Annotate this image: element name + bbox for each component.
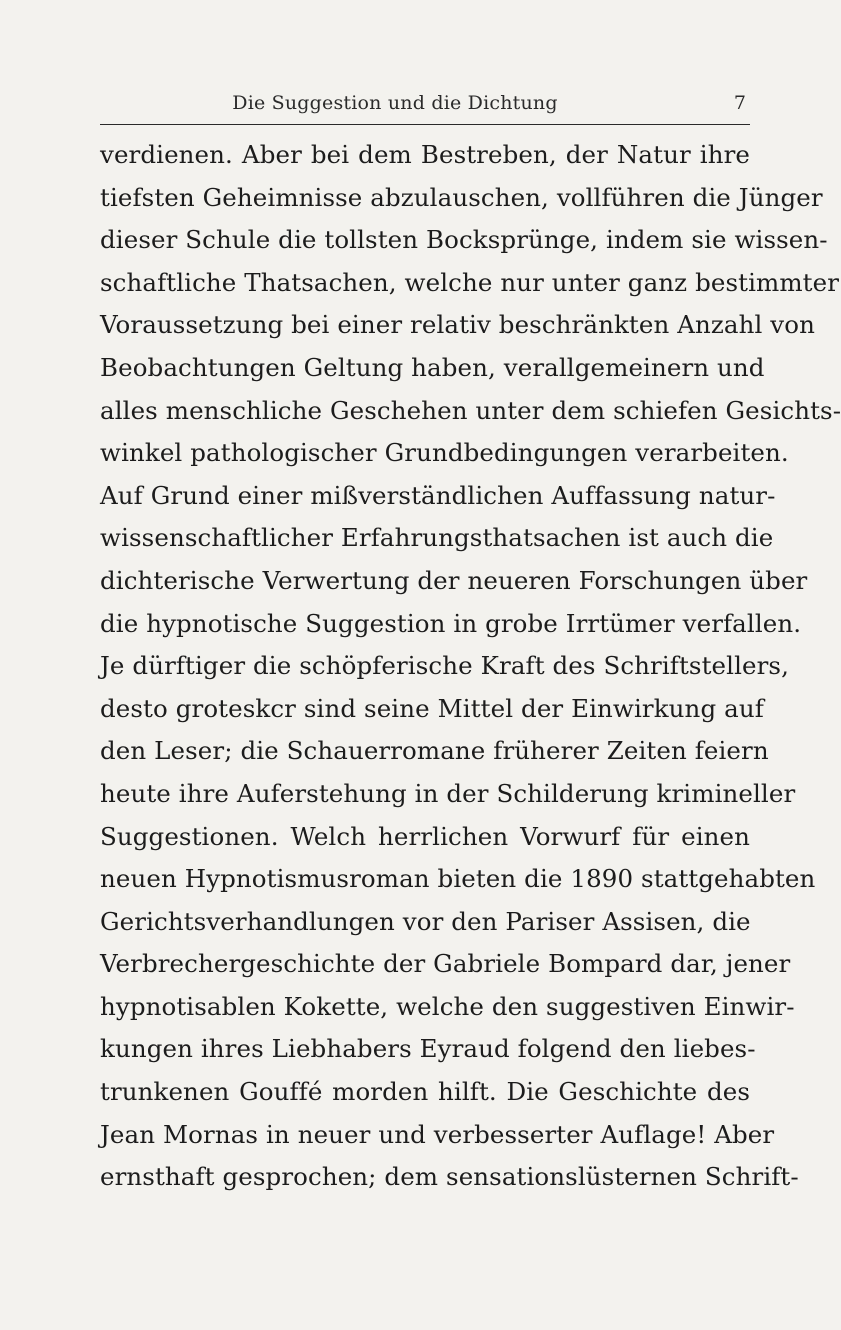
text-line: Voraussetzung bei einer relativ beschränkten Anzahl von: [100, 310, 815, 340]
text-line: alles menschliche Geschehen unter dem schiefen Gesichts-: [100, 395, 841, 425]
text-line: Beobachtungen Geltung haben, verallgemeinern und: [100, 352, 765, 382]
text-line: dieser Schule die tollsten Bocksprünge, indem sie wissen-: [100, 225, 828, 255]
text-line: wissenschaftlicher Erfahrungsthatsachen ist auch die: [100, 523, 774, 553]
page-header: [100, 86, 750, 120]
text-line: die hypnotische Suggestion in grobe Irrtümer verfallen.: [100, 608, 802, 638]
body-text: [100, 134, 841, 1199]
text-line: neuen Hypnotismusroman bieten die 1890 stattgehabten: [100, 864, 816, 894]
text-line: dichterische Verwertung der neueren Forschungen über: [100, 565, 808, 595]
running-title: Die Suggestion und die Dichtung: [232, 92, 558, 114]
text-line: Auf Grund einer mißverständlichen Auffassung natur-: [100, 480, 776, 510]
text-line: tiefsten Geheimnisse abzulauschen, vollführen die Jünger: [100, 182, 823, 212]
text-line: trunkenen Gouffé morden hilft. Die Geschichte des: [100, 1077, 750, 1107]
text-line: Gerichtsverhandlungen vor den Pariser Assisen, die: [100, 906, 751, 936]
text-line: verdienen. Aber bei dem Bestreben, der Natur ihre: [100, 140, 750, 169]
text-line: hypnotisablen Kokette, welche den suggestiven Einwir-: [100, 991, 795, 1021]
text-line: ernsthaft gesprochen; dem sensationslüsternen Schrift-: [100, 1162, 799, 1192]
text-line: Suggestionen. Welch herrlichen Vorwurf für einen: [100, 821, 750, 851]
text-line: Je dürftiger die schöpferische Kraft des Schriftstellers,: [100, 651, 789, 681]
text-line: Jean Mornas in neuer und verbesserter Auflage! Aber: [100, 1119, 775, 1149]
text-line: heute ihre Auferstehung in der Schilderung krimineller: [100, 778, 796, 808]
page-number: 7: [733, 92, 746, 114]
text-line: desto groteskcr sind seine Mittel der Einwirkung auf: [100, 693, 764, 723]
text-line: den Leser; die Schauerromane früherer Zeiten feiern: [100, 736, 769, 766]
text-line: Verbrechergeschichte der Gabriele Bompard dar, jener: [100, 949, 791, 979]
text-line: winkel pathologischer Grundbedingungen verarbeiten.: [100, 438, 789, 468]
header-rule: [100, 124, 750, 125]
text-line: kungen ihres Liebhabers Eyraud folgend den liebes-: [100, 1034, 756, 1064]
text-line: schaftliche Thatsachen, welche nur unter ganz bestimmter: [100, 267, 840, 297]
